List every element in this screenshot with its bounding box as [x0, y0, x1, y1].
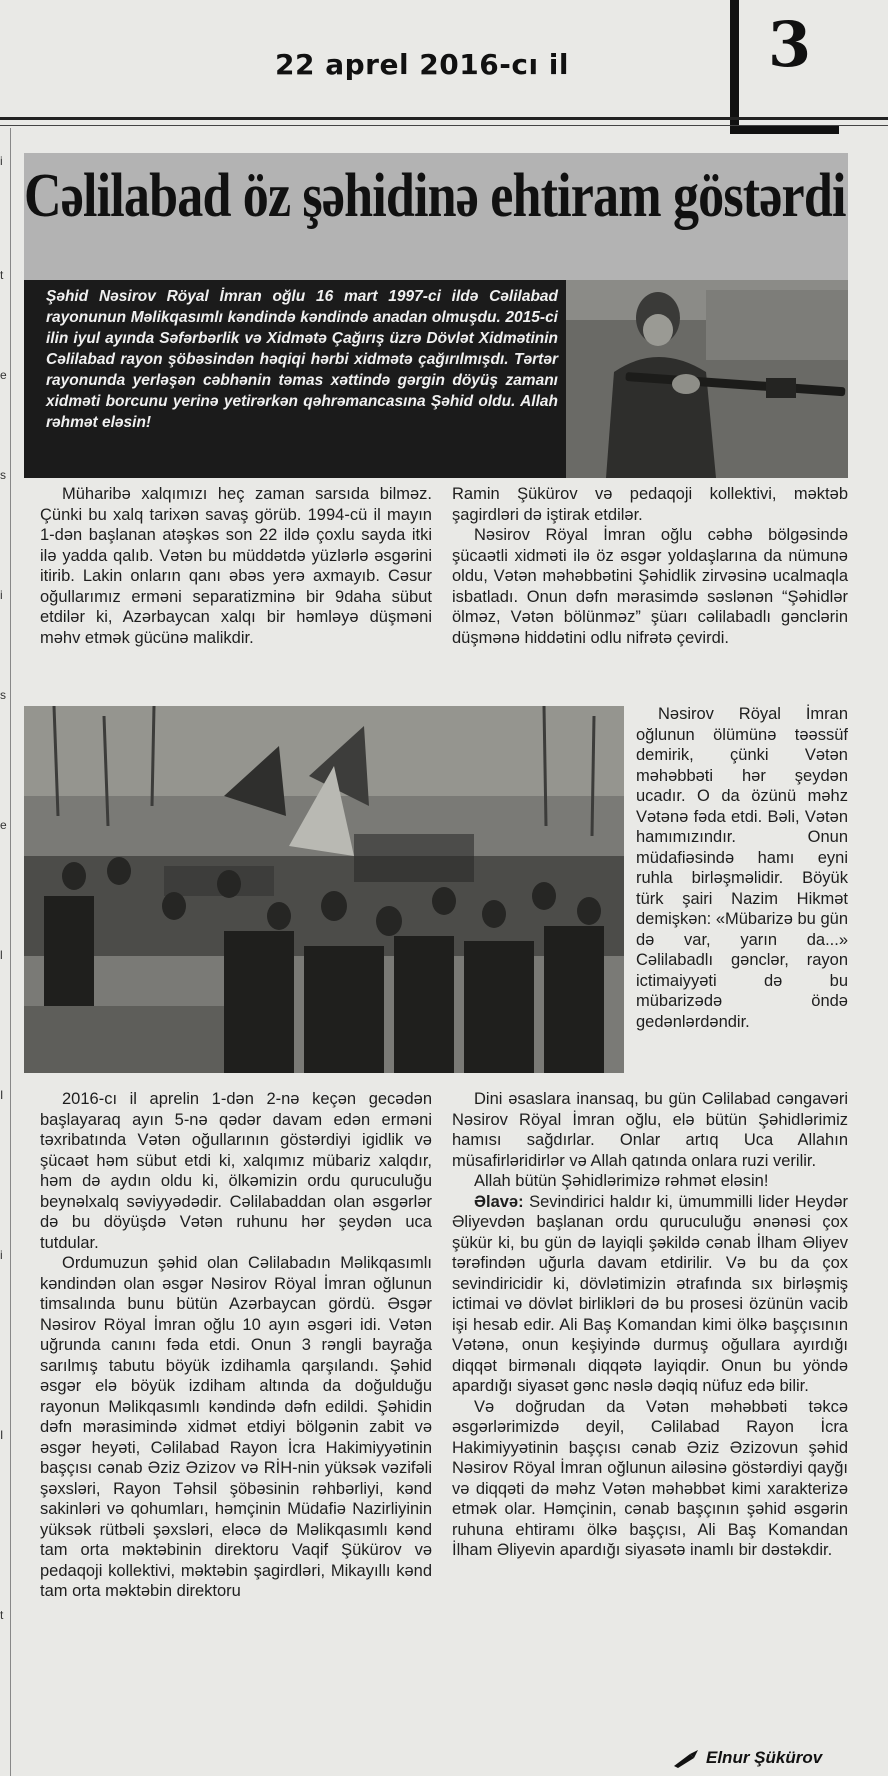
paragraph: Və doğrudan da Vətən məhəbbəti təkcə əsgərlərimizdə deyil, Cəlilabad Rayon İcra Hakimiyyətinin başçısı cənab Əziz Əzizovun şəhid Nəsirov Röyal İmran oğlunun ailəsinə göstərdiyi qayğı və diqqəti də məhz Vətən məhəbbət kimi xarakterizə etmək olar. Həmçinin, cənab başçının şəhid əsgərin ruhuna ehtiramı ölkə başçısı, Ali Baş Komandan İlham Əliyevin apardığı siyasətə inamlı bir dəstəkdir.: [452, 1397, 848, 1559]
edge-fragment: i: [0, 1248, 3, 1262]
edge-fragment: I: [0, 1428, 4, 1442]
paragraph: 2016-cı il aprelin 1-dən 2-nə keçən gecədən başlayaraq ayın 5-nə qədər davam edən erməni təxribatında Vətən oğullarının göstərdiyi igidlik və şücaət həm sübut etdi ki, xalqımız mübariz xalqdır, həm də aydın oldu ki, ölkəmizin ordu quruculuğu beynəlxalq səviyyədədir. Cəlilabaddan olan əsgərlər də bu döyüşdə Vətən ruhunu hər şeydən uca tutdular.: [40, 1090, 432, 1252]
pen-icon: [672, 1750, 702, 1768]
article-lead: [24, 280, 566, 478]
edge-fragment: t: [0, 1608, 4, 1622]
procession-photo-illustration: [24, 706, 624, 1073]
edge-fragment: I: [0, 1088, 4, 1102]
edge-fragment: l: [0, 948, 3, 962]
edge-fragment: s: [0, 468, 6, 482]
article-headline: Cəlilabad öz şəhidinə ehtiram göstərdi: [24, 162, 846, 230]
paragraph: Nəsirov Röyal İmran oğlu cəbhə bölgəsində şücaətli xidməti ilə öz əsgər yoldaşlarına da nümunə oldu, Vətən məhəbbətini Şəhidlik zirvəsinə ucalmaqla isbatladı. Onun dəfn mərasimdə səslənən “Şəhidlər ölməz, Vətən bölünməz” şüarı cəlilabadlı gənclərin düşmənə hiddətini odlu nifrətə çevirdi.: [452, 526, 848, 647]
headline-band: [24, 153, 848, 280]
lead-text: Şəhid Nəsirov Röyal İmran oğlu 16 mart 1997-ci ildə Cəlilabad rayonunun Məlikqasımlı kəndində kəndində anadan olmuşdu. 2015-ci ilin iyul ayında Səfərbərlik və Xidmətə Çağırış üzrə Dövlət Xidmətinin Cəlilabad rayon şöbəsindən həqiqi hərbi xidmətə çağırılmışdı. Tərtər rayonunda yerləşən cəbhənin təmas xəttində gərgin döyüş zamanı xidməti borcunu yerinə yetirərkən qəhrəmancasına Şəhid oldu. Allah rəhmət eləsin!: [46, 288, 558, 431]
paragraph-addendum: [452, 1192, 848, 1397]
soldier-photo: [566, 280, 848, 478]
header-rule-thin: [0, 125, 888, 126]
paragraph: Müharibə xalqımızı heç zaman sarsıda bilməz. Çünki bu xalq tarixən savaş görüb. 1994-cü il mayın 1-dən başlanan atəşkəs son 22 ildə çoxlu sayda itki ilə yadda qalıb. Vətən bu müddətdə yüzlərlə əsgərini itirib. Lakin onların qanı əbəs yerə axmayıb. Cəsur oğullarımız erməni separatizminə bir 9daha sübut etdilər ki, Azərbaycan xalqı bir həmləyə düşməni məhv etmək gücünə malikdir.: [40, 485, 432, 647]
edge-fragment: s: [0, 688, 6, 702]
right-column-top: [452, 484, 848, 648]
soldier-photo-illustration: [566, 280, 848, 478]
edge-fragment: i: [0, 588, 3, 602]
paragraph: Ordumuzun şəhid olan Cəlilabadın Məlikqasımlı kəndindən olan əsgər Nəsirov Röyal İmran oğlunun timsalında bunu bütün Azərbaycan gördü. Əsgər Nəsirov Röyal İmran oğlu 10 ayın əsgəri idi. Vətən uğrunda canını fəda etdi. Onun 3 rəngli bayrağa sarılmış tabutu böyük izdihamla qarşılandı. Şəhid əsgər elə böyük izdiham altında da doğulduğu rayonun Məlikqasımlı kəndində dəfn edildi. Şəhidin dəfn mərasimində xidmət etdiyi bölgənin zabit və əsgər heyəti, Cəlilabad Rayon İcra Hakimiyyətinin başçısı cənab Əziz Əzizov və RİH-nin yüksək vəzifəli şəxsləri, Rayon Təhsil şöbəsinin rəhbərliyi, kənd sakinləri və qohumları, həmçinin Müdafiə Nazirliyinin yüksək rütbəli şəxsləri, eləcə də Məlikqasımlı kənd tam orta məktəbinin direktoru Vaqif Şükürov və pedaqoji kollektivi, məktəbin şagirdləri, Mikayıllı kənd tam orta məktəbin direktoru: [40, 1254, 432, 1600]
edge-fragment: t: [0, 268, 4, 282]
page-number: 3: [768, 8, 812, 81]
edge-fragment: e: [0, 818, 7, 832]
funeral-procession-photo: [24, 706, 624, 1073]
page-edge-fragments: [0, 128, 11, 1776]
left-column-top: [40, 484, 432, 648]
article-author: Elnur Şükürov: [706, 1748, 823, 1767]
edge-fragment: i: [0, 154, 3, 168]
addendum-text: Sevindirici haldır ki, ümummilli lider Heydər Əliyevdən başlanan ordu quruculuğu ənənəsi çox şükür ki, bu gün də layiqli şəkildə cənab İlham Əliyev tərəfindən uğurla davam etdirilir. Və bu da çox sevindiricidir ki, dövlətimizin ətrafında sıx birləşmiş ictimai və dövlət birlikləri də bu prosesi özünün vacib işi hesab edir. Ali Baş Komandan kimi ölkə başçısının Vətənə, onun keşiyində durmuş oğullara ayırdığı diqqət birmənalı diqqətə layiqdir. Onun bu yöndə apardığı siyasət gənc nəslə dəqiq nüfuz edə bilir.: [452, 1192, 848, 1395]
addendum-label: Əlavə:: [474, 1192, 524, 1211]
left-column-bottom: [40, 1089, 432, 1602]
paragraph: Dini əsaslara inansaq, bu gün Cəlilabad cəngavəri Nəsirov Röyal İmran oğlu, elə bütün Şəhidlərimiz hamısı sağdırlar. Onlar artıq Uca Allahın müsafirləridirlər və Allah qatında onlara ruzi verilir.: [452, 1090, 848, 1170]
paragraph: Allah bütün Şəhidlərimizə rəhmət eləsin!: [474, 1172, 769, 1190]
right-column-mid: [636, 704, 848, 1032]
paragraph: Nəsirov Röyal İmran oğlunun ölümünə təəssüf demirik, çünki Vətən məhəbbəti hər şeydən ucadır. O da özünü məhz Vətənə fəda etdi. Bəli, Vətən hamımızındır. Onun müdafiəsində hamı eyni ruhla birləşməlidir. Böyük türk şairi Nazim Hikmət demişkən: «Mübarizə bu gün də var, yarın da...» Cəlilabadlı gənclər, rayon ictimaiyyəti də bu mübarizədə öndə gedənlərdəndir.: [636, 705, 848, 1031]
edge-fragment: e: [0, 368, 7, 382]
header-rule: [0, 117, 888, 120]
right-column-bottom: [452, 1089, 848, 1561]
issue-date: 22 aprel 2016-cı il: [275, 48, 569, 81]
paragraph: Ramin Şükürov və pedaqoji kollektivi, məktəb şagirdləri də iştirak etdilər.: [452, 485, 848, 524]
